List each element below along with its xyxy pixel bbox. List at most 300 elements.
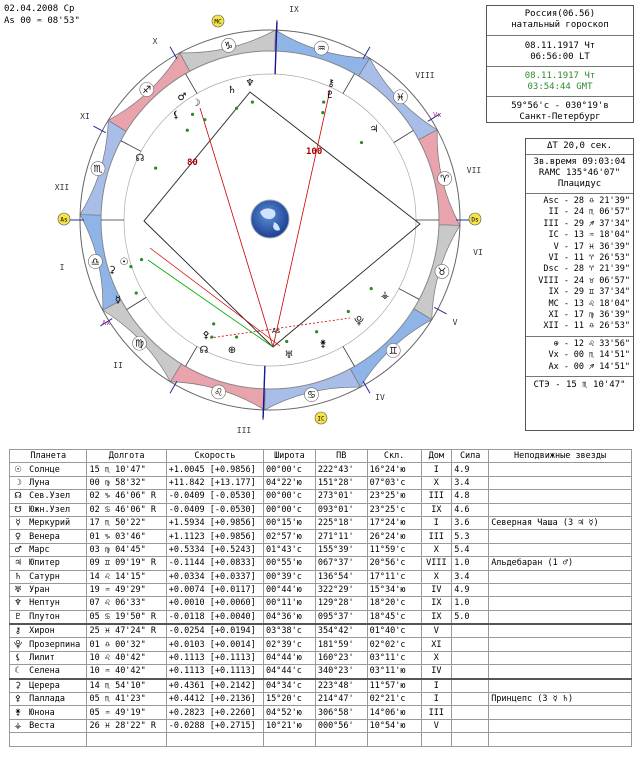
cusp-key: VIII -	[538, 275, 569, 286]
table-cell: ♃ Юпитер	[10, 557, 87, 570]
table-row[interactable]	[10, 651, 632, 664]
table-cell: 225°18'	[315, 516, 367, 529]
table-cell: 00°00'с	[264, 503, 316, 516]
table-body	[10, 463, 632, 746]
table-cell	[452, 706, 489, 719]
table-cell	[489, 638, 632, 651]
table-cell: 07°03'с	[367, 476, 421, 489]
info-box	[486, 5, 634, 123]
cusp-key: IX -	[548, 287, 569, 298]
table-cell: 1.0	[452, 557, 489, 570]
planet-icon: ♂	[177, 92, 187, 103]
table-cell: 11°59'с	[367, 543, 421, 556]
table-cell: ⚵ Юнона	[10, 706, 87, 719]
table-cell: +0.1113 [+0.1113]	[166, 665, 263, 679]
table-cell: 05 ♋ 19'50" R	[87, 610, 166, 624]
cusp-row	[526, 287, 633, 298]
column-header: Скл.	[367, 450, 421, 463]
cusp-row	[526, 339, 633, 350]
table-cell: ⚴ Паллада	[10, 693, 87, 706]
local-time: 06:56:00 LT	[530, 52, 590, 62]
table-cell: 18°45'с	[367, 610, 421, 624]
table-row[interactable]	[10, 706, 632, 719]
planet-dot	[210, 335, 213, 338]
table-cell: 26°24'ю	[367, 530, 421, 543]
planet-icon: ⚵	[319, 339, 327, 350]
table-cell: 05 ♒ 49'19"	[87, 706, 166, 719]
planet-dot	[347, 310, 350, 313]
table-cell: 00°39'с	[264, 570, 316, 583]
table-cell: 23°25'ю	[367, 490, 421, 503]
table-cell: 5.0	[452, 610, 489, 624]
cusp-value: 12 ♌ 33'56"	[573, 338, 630, 349]
cusp-value: 11 ♈ 26'53"	[573, 253, 630, 264]
planet-dot	[321, 111, 324, 114]
sign-icon: ♍	[135, 338, 144, 350]
planet-dot	[140, 258, 143, 261]
table-cell	[489, 583, 632, 596]
table-cell: 07 ♌ 06'33"	[87, 597, 166, 610]
point-list	[526, 339, 633, 373]
table-cell: ☽ Луна	[10, 476, 87, 489]
table-cell: 3.4	[452, 476, 489, 489]
table-cell: ♂ Марс	[10, 543, 87, 556]
table-cell	[489, 665, 632, 679]
planet-icon: ☉	[119, 257, 129, 268]
table-cell: 04°52'ю	[264, 706, 316, 719]
planet-icon: ☊	[199, 345, 209, 356]
cusp-key: ⊕ -	[553, 338, 569, 349]
table-cell: 10°54'ю	[367, 719, 421, 732]
table-cell: X	[421, 651, 452, 664]
table-cell	[489, 597, 632, 610]
table-cell: 3.6	[452, 516, 489, 529]
planet-icon: ⚳	[108, 265, 116, 276]
planet-dot	[191, 113, 194, 116]
planet-icon: ☊	[135, 153, 145, 164]
cusp-value: 28 ♎ 21'39"	[573, 196, 630, 206]
cusp-key: XII -	[543, 321, 569, 332]
column-header: Скорость	[166, 450, 263, 463]
table-cell: +0.0010 [+0.0060]	[166, 597, 263, 610]
planet-dot	[315, 330, 318, 333]
table-cell: 10°21'ю	[264, 719, 316, 732]
chart-subtitle: натальный гороскоп	[511, 20, 609, 30]
table-cell: 01 ♑ 03'46"	[87, 530, 166, 543]
natal-chart-wheel[interactable]	[0, 0, 483, 446]
cusp-value: 13 ♌ 18'04"	[573, 298, 630, 309]
table-cell: ⯓ Прозерпина	[10, 638, 87, 651]
table-cell: IV	[421, 583, 452, 596]
planet-icon: ⚷	[327, 78, 335, 89]
cusp-key: Vx -	[548, 350, 569, 361]
planet-icon: ♂	[14, 544, 22, 555]
table-cell: 04°34'с	[264, 679, 316, 693]
table-cell	[489, 706, 632, 719]
sign-icon: ♊	[388, 346, 398, 358]
gmt-time: 03:54:44 GMT	[527, 82, 593, 92]
sign-icon: ♋	[306, 390, 316, 402]
cusp-value: 17 ♍ 36'39"	[573, 310, 630, 321]
cusp-row	[526, 362, 633, 373]
cusp-row	[526, 219, 633, 230]
table-row[interactable]	[10, 476, 632, 489]
cusp-value: 00 ♏ 14'51"	[573, 350, 630, 361]
table-cell: 00°44'ю	[264, 583, 316, 596]
cusp-value: 24 ♏ 06'57"	[573, 207, 630, 218]
table-cell: 306°58'	[315, 706, 367, 719]
table-cell	[452, 719, 489, 732]
sign-icon: ♈	[440, 174, 450, 186]
table-row[interactable]	[10, 503, 632, 516]
planet-dot	[203, 118, 206, 121]
planet-icon: ⚵	[14, 707, 22, 718]
table-row[interactable]	[10, 679, 632, 693]
table-cell: 000°56'	[315, 719, 367, 732]
cusp-key: VI -	[548, 253, 569, 264]
table-cell: XI	[421, 638, 452, 651]
sign-icon: ♒	[316, 43, 326, 55]
table-cell	[489, 476, 632, 489]
table-cell: V	[421, 624, 452, 638]
table-cell: 03°11'с	[367, 651, 421, 664]
cusp-row	[526, 310, 633, 321]
column-header: Дом	[421, 450, 452, 463]
table-cell: 01°43'с	[264, 543, 316, 556]
table-cell: 3.4	[452, 570, 489, 583]
sign-icon: ♏	[93, 164, 103, 176]
table-cell: +0.0103 [+0.0014]	[166, 638, 263, 651]
table-cell: 02°57'ю	[264, 530, 316, 543]
table-cell: ♄ Сатурн	[10, 570, 87, 583]
cusp-key: Asc -	[543, 196, 569, 206]
table-cell: 19 ♒ 49'29"	[87, 583, 166, 596]
planet-icon: ⚷	[14, 626, 22, 637]
table-cell	[452, 693, 489, 706]
table-cell: 00°11'ю	[264, 597, 316, 610]
column-header: Широта	[264, 450, 316, 463]
house-label: XI	[80, 112, 90, 121]
table-row[interactable]	[10, 516, 632, 529]
table-row[interactable]	[10, 610, 632, 624]
table-cell: ☋ Южн.Узел	[10, 503, 87, 516]
sign-icon: ♉	[437, 266, 447, 278]
table-cell: 23°25'с	[367, 503, 421, 516]
table-cell	[489, 679, 632, 693]
house-tick	[363, 381, 370, 393]
angle-badge-text: MC	[214, 18, 222, 26]
table-row[interactable]	[10, 583, 632, 596]
table-cell: 273°01'	[315, 490, 367, 503]
table-cell	[489, 610, 632, 624]
table-row[interactable]	[10, 570, 632, 583]
table-cell	[489, 543, 632, 556]
table-row[interactable]	[10, 557, 632, 570]
table-row[interactable]	[10, 543, 632, 556]
table-cell: IX	[421, 610, 452, 624]
table-cell: I	[421, 516, 452, 529]
planet-icon: ⚶	[380, 290, 390, 301]
cusp-value: 17 ♓ 36'39"	[573, 241, 630, 252]
house-label: II	[113, 361, 123, 370]
cusp-row	[526, 350, 633, 361]
table-cell: -0.0409 [-0.0530]	[166, 490, 263, 503]
planet-icon: ⚸	[14, 653, 22, 664]
table-row[interactable]	[10, 624, 632, 638]
table-cell: 04°44'ю	[264, 651, 316, 664]
cusp-row	[526, 321, 633, 332]
table-cell: 01°40'с	[367, 624, 421, 638]
table-row[interactable]	[10, 693, 632, 706]
table-cell: Альдебаран (1 ♂)	[489, 557, 632, 570]
table-cell: 14°06'ю	[367, 706, 421, 719]
planet-icon: ☿	[15, 518, 21, 529]
table-cell	[452, 665, 489, 679]
table-cell: 04°44'с	[264, 665, 316, 679]
table-cell: 26 ♓ 28'22" R	[87, 719, 166, 732]
cusps-box	[525, 138, 634, 431]
table-row[interactable]	[10, 719, 632, 732]
table-cell	[489, 463, 632, 476]
cusp-value: 13 ♒ 18'04"	[573, 230, 630, 241]
planet-icon: ☉	[14, 464, 22, 475]
table-cell: III	[421, 706, 452, 719]
coords: 59°56'с - 030°19'в	[511, 101, 609, 111]
table-cell: 5.3	[452, 530, 489, 543]
planet-icon: ⯓	[354, 316, 364, 327]
table-cell: ♆ Нептун	[10, 597, 87, 610]
house-label: IX	[289, 5, 299, 14]
table-cell: 20°56'с	[367, 557, 421, 570]
table-cell: 05 ♏ 41'23"	[87, 693, 166, 706]
table-cell: 11°57'ю	[367, 679, 421, 693]
chart-title: Россия(06.56)	[524, 9, 596, 19]
table-cell: ☾ Селена	[10, 665, 87, 679]
current-date: 02.04.2008 Ср	[4, 4, 75, 14]
table-cell: +0.0334 [+0.0337]	[166, 570, 263, 583]
delta-t: ΔT 20,0 сек.	[546, 141, 613, 151]
column-header: Планета	[10, 450, 87, 463]
city: Санкт-Петербург	[519, 112, 601, 122]
sign-icon: ♐	[142, 84, 152, 96]
planet-icon: ⚴	[14, 694, 22, 705]
table-row[interactable]	[10, 597, 632, 610]
table-row[interactable]	[10, 463, 632, 476]
table-cell: 322°29'	[315, 583, 367, 596]
table-cell: I	[421, 463, 452, 476]
planet-icon: ☋	[14, 504, 22, 515]
table-cell: IX	[421, 503, 452, 516]
table-cell: ♀ Венера	[10, 530, 87, 543]
table-row[interactable]	[10, 638, 632, 651]
planet-icon: ♇	[14, 611, 22, 622]
planet-icon: ♅	[284, 350, 294, 361]
table-cell: 17°11'с	[367, 570, 421, 583]
table-header	[10, 450, 632, 463]
angle-label: Ax	[102, 319, 111, 327]
table-cell: Принцепс (3 ☿ ♄)	[489, 693, 632, 706]
table-cell: 00°55'ю	[264, 557, 316, 570]
planets-table	[9, 449, 632, 747]
cusp-row	[526, 264, 633, 275]
table-cell: 03 ♍ 04'45"	[87, 543, 166, 556]
table-cell	[489, 651, 632, 664]
angle-badge-text: IC	[317, 415, 325, 423]
table-cell: 4.9	[452, 463, 489, 476]
table-cell: 09 ♊ 09'19" R	[87, 557, 166, 570]
table-cell: IV	[421, 665, 452, 679]
table-cell: 14 ♌ 14'15"	[87, 570, 166, 583]
cusp-key: II -	[548, 207, 569, 218]
table-cell: I	[421, 679, 452, 693]
table-cell: -0.0409 [-0.0530]	[166, 503, 263, 516]
planet-dot	[212, 322, 215, 325]
planet-icon: ⯓	[13, 639, 23, 650]
table-cell: +0.5334 [+0.5243]	[166, 543, 263, 556]
table-cell: 25 ♓ 47'24" R	[87, 624, 166, 638]
table-cell: 18°20'с	[367, 597, 421, 610]
table-cell: 02°39'с	[264, 638, 316, 651]
cusp-row	[526, 207, 633, 218]
house-label: VIII	[415, 71, 435, 80]
table-cell: 03°38'с	[264, 624, 316, 638]
table-cell: -0.0254 [+0.0194]	[166, 624, 263, 638]
cusp-key: Dsc -	[543, 264, 569, 275]
planet-icon: ⚸	[172, 110, 180, 121]
planet-icon: ⚳	[14, 680, 22, 691]
planet-dot	[154, 166, 157, 169]
house-label: VI	[473, 248, 483, 257]
cusp-value: 28 ♈ 21'39"	[573, 264, 630, 275]
cusp-key: V -	[553, 241, 569, 252]
local-date: 08.11.1917 Чт	[524, 41, 596, 51]
gmt-date: 08.11.1917 Чт	[524, 71, 596, 81]
house-tick	[363, 47, 370, 59]
planet-dot	[370, 287, 373, 290]
planet-icon: ☽	[14, 477, 22, 488]
table-cell: 04°22'ю	[264, 476, 316, 489]
planet-icon: ♇	[325, 90, 335, 101]
cusp-row	[526, 253, 633, 264]
planet-icon: ☽	[191, 98, 201, 109]
cusp-row	[526, 299, 633, 310]
table-cell: 15°34'ю	[367, 583, 421, 596]
planet-icon: ⚴	[202, 330, 210, 341]
table-cell: 095°37'	[315, 610, 367, 624]
table-cell: +11.842 [+13.177]	[166, 476, 263, 489]
cusp-key: IC -	[548, 230, 569, 241]
table-cell: 5.4	[452, 543, 489, 556]
table-cell: 129°28'	[315, 597, 367, 610]
table-cell: 15 ♏ 10'47"	[87, 463, 166, 476]
table-cell: 10 ♒ 40'42"	[87, 665, 166, 679]
table-cell: 02 ♑ 46'06" R	[87, 490, 166, 503]
cusp-row	[526, 230, 633, 241]
cusp-value: 29 ♊ 37'34"	[573, 287, 630, 298]
planet-dot	[251, 100, 254, 103]
table-cell: 093°01'	[315, 503, 367, 516]
table-cell: Северная Чаша (3 ♃ ☿)	[489, 516, 632, 529]
planet-icon: ⚶	[14, 721, 22, 731]
cusp-row	[526, 276, 633, 287]
table-cell: 02°02'с	[367, 638, 421, 651]
table-cell	[489, 490, 632, 503]
table-cell: +1.1123 [+0.9856]	[166, 530, 263, 543]
table-cell	[489, 570, 632, 583]
planet-icon: ♄	[227, 85, 237, 96]
table-cell	[452, 638, 489, 651]
planet-icon: ☿	[114, 295, 122, 306]
house-label: V	[452, 318, 458, 327]
table-cell: +1.0045 [+0.9856]	[166, 463, 263, 476]
cusp-value: 00 ♐ 14'51"	[573, 361, 630, 372]
table-cell	[489, 719, 632, 732]
table-cell: 214°47'	[315, 693, 367, 706]
table-cell: ♅ Уран	[10, 583, 87, 596]
table-cell: 222°43'	[315, 463, 367, 476]
star-time: Зв.время 09:03:04	[533, 157, 626, 167]
angle-badge-text: Ds	[471, 216, 479, 224]
cusp-key: MC -	[548, 298, 569, 309]
house-tick	[170, 47, 177, 59]
table-cell: III	[421, 490, 452, 503]
table-cell: 01 ♎ 00'32"	[87, 638, 166, 651]
planet-dot	[235, 335, 238, 338]
column-header: Неподвижные звезды	[489, 450, 632, 463]
cusp-value: 29 ♐ 37'34"	[573, 218, 630, 229]
planet-dot	[235, 107, 238, 110]
table-cell: V	[421, 719, 452, 732]
table-row[interactable]	[10, 490, 632, 503]
sign-icon: ♑	[224, 40, 234, 52]
table-cell	[489, 530, 632, 543]
table-cell: 151°28'	[315, 476, 367, 489]
table-row[interactable]	[10, 530, 632, 543]
planet-icon: ⊕	[227, 345, 237, 356]
planet-dot	[360, 141, 363, 144]
ramc: RAMC 135°46'07"	[538, 168, 621, 178]
house-tick	[170, 381, 177, 393]
table-cell: III	[421, 530, 452, 543]
sign-icon: ♌	[214, 387, 224, 399]
cusp-row	[526, 242, 633, 253]
table-cell: 10 ♌ 40'42"	[87, 651, 166, 664]
table-cell: ⚸ Лилит	[10, 651, 87, 664]
table-cell: 17 ♏ 50'22"	[87, 516, 166, 529]
planet-icon: ♄	[14, 571, 22, 582]
table-cell: 04°36'ю	[264, 610, 316, 624]
table-cell: X	[421, 570, 452, 583]
table-cell	[452, 679, 489, 693]
cusp-list	[526, 196, 633, 333]
table-cell: ☿ Меркурий	[10, 516, 87, 529]
cusp-row	[526, 196, 633, 207]
table-cell	[452, 651, 489, 664]
table-cell: +0.4412 [+0.2136]	[166, 693, 263, 706]
table-cell: 16°24'ю	[367, 463, 421, 476]
planet-dot	[285, 340, 288, 343]
table-cell: 340°23'	[315, 665, 367, 679]
table-cell: 354°42'	[315, 624, 367, 638]
table-cell: -0.0118 [+0.0040]	[166, 610, 263, 624]
planet-icon: ☊	[14, 491, 22, 502]
table-row[interactable]	[10, 665, 632, 679]
table-cell	[452, 624, 489, 638]
angle-badge-text: As	[60, 216, 68, 224]
table-cell: ☉ Солнце	[10, 463, 87, 476]
table-cell: +0.1113 [+0.1113]	[166, 651, 263, 664]
table-cell: -0.0288 [+0.2715]	[166, 719, 263, 732]
